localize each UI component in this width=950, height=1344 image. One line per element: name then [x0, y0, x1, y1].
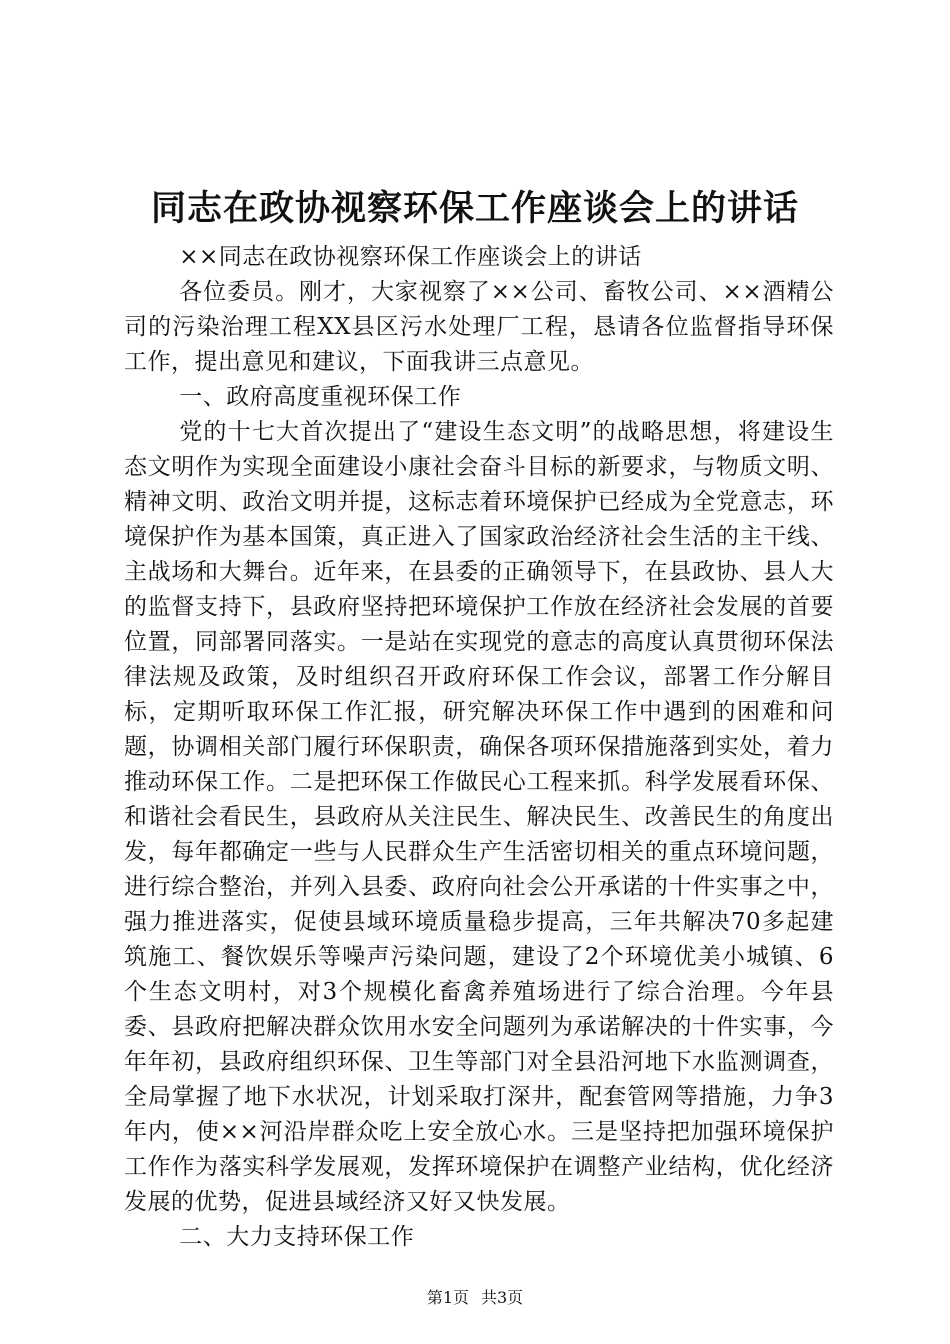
opening-paragraph: 各位委员。刚才，大家视察了××公司、畜牧公司、××酒精公司的污染治理工程XX县区污水处理厂工程，恳请各位监督指导环保工作，提出意见和建议，下面我讲三点意见。 — [124, 279, 834, 375]
section-heading-1: 一、政府高度重视环保工作 — [179, 384, 462, 410]
section-heading-2: 二、大力支持环保工作 — [179, 1224, 415, 1250]
subtitle-paragraph: ××同志在政协视察环保工作座谈会上的讲话 — [179, 244, 642, 270]
section-1-paragraph: 党的十七大首次提出了“建设生态文明”的战略思想，将建设生态文明作为实现全面建设小康社会奋斗目标的新要求，与物质文明、精神文明、政治文明并提，这标志着环境保护已经成为全党意志，环境保护作为基本国策，真正进入了国家政治经济社会生活的主干线、主战场和大舞台。近年来，在县委的正确领导下，在县政协、县人大的监督支持下，县政府坚持把环境保护工作放在经济社会发展的首要位置，同部署同落实。一是站在实现党的意志的高度认真贯彻环保法律法规及政策，及时组织召开政府环保工作会议，部署工作分解目标，定期听取环保工作汇报，研究解决环保工作中遇到的困难和问题，协调相关部门履行环保职责，确保各项环保措施落到实处，着力推动环保工作。二是把环保工作做民心工程来抓。科学发展看环保、和谐社会看民生，县政府从关注民生、解决民生、改善民生的角度出发，每年都确定一些与人民群众生产生活密切相关的重点环境问题，进行综合整治，并列入县委、政府向社会公开承诺的十件实事之中，强力推进落实，促使县域环境质量稳步提高，三年共解决70多起建筑施工、餐饮娱乐等噪声污染问题，建设了2个环境优美小城镇、6个生态文明村，对3个规模化畜禽养殖场进行了综合治理。今年县委、县政府把解决群众饮用水安全问题列为承诺解决的十件实事，今年年初，县政府组织环保、卫生等部门对全县沿河地下水监测调查，全局掌握了地下水状况，计划采取打深井，配套管网等措施，力争3年内，使××河沿岸群众吃上安全放心水。三是坚持把加强环境保护工作作为落实科学发展观，发挥环境保护在调整产业结构，优化经济发展的优势，促进县域经济又好又快发展。 — [124, 419, 834, 1215]
document-title: 同志在政协视察环保工作座谈会上的讲话 — [150, 188, 799, 229]
page-total: 共3页 — [481, 1288, 524, 1307]
document-body — [124, 240, 834, 1255]
page-footer — [0, 1286, 950, 1310]
page-number: 第1页 — [426, 1288, 469, 1307]
